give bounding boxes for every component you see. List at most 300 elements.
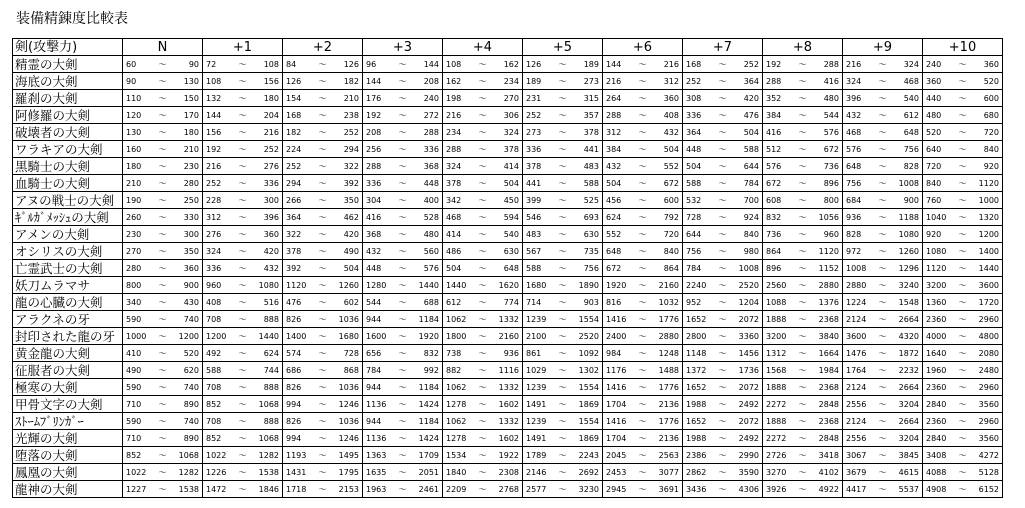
weapon-name: 黒騎士の大剣 [13, 158, 123, 175]
attack-range-cell [523, 362, 603, 379]
min-attack: 3679 [846, 467, 867, 477]
weapon-name: 羅刹の大剣 [13, 90, 123, 107]
max-attack: 490 [343, 246, 359, 256]
range-tilde: ～ [478, 450, 487, 460]
min-attack: 396 [846, 93, 862, 103]
range-tilde: ～ [318, 195, 327, 205]
attack-range-cell [603, 362, 683, 379]
range-tilde: ～ [238, 450, 247, 460]
max-attack: 441 [583, 144, 599, 154]
range-tilde: ～ [318, 314, 327, 324]
range-tilde: ～ [638, 484, 647, 494]
min-attack: 728 [686, 212, 702, 222]
max-attack: 840 [983, 144, 999, 154]
min-attack: 1022 [126, 467, 147, 477]
max-attack: 648 [903, 127, 919, 137]
min-attack: 2272 [766, 433, 787, 443]
max-attack: 378 [583, 127, 599, 137]
max-attack: 1092 [578, 348, 599, 358]
table-row [13, 260, 1003, 277]
max-attack: 890 [183, 399, 199, 409]
range-tilde: ～ [798, 144, 807, 154]
range-tilde: ～ [238, 212, 247, 222]
max-attack: 1554 [578, 382, 599, 392]
max-attack: 620 [183, 365, 199, 375]
max-attack: 4272 [978, 450, 999, 460]
min-attack: 588 [206, 365, 222, 375]
min-attack: 2386 [686, 450, 707, 460]
min-attack: 304 [366, 195, 382, 205]
attack-range-cell [763, 430, 843, 447]
max-attack: 2990 [738, 450, 759, 460]
max-attack: 1008 [738, 263, 759, 273]
min-attack: 1040 [926, 212, 947, 222]
attack-range-cell [203, 158, 283, 175]
weapon-name: 龍の心臓の大剣 [13, 294, 123, 311]
max-attack: 504 [343, 263, 359, 273]
table-row [13, 277, 1003, 294]
range-tilde: ～ [558, 195, 567, 205]
range-tilde: ～ [558, 450, 567, 460]
max-attack: 1200 [978, 229, 999, 239]
min-attack: 532 [686, 195, 702, 205]
range-tilde: ～ [318, 127, 327, 137]
max-attack: 1776 [658, 314, 679, 324]
max-attack: 1776 [658, 382, 679, 392]
attack-range-cell [523, 141, 603, 158]
max-attack: 150 [183, 93, 199, 103]
min-attack: 1029 [526, 365, 547, 375]
table-row [13, 73, 1003, 90]
range-tilde: ～ [878, 314, 887, 324]
max-attack: 4922 [818, 484, 839, 494]
min-attack: 590 [126, 416, 142, 426]
range-tilde: ～ [798, 433, 807, 443]
table-row [13, 243, 1003, 260]
attack-range-cell [923, 447, 1003, 464]
attack-range-cell [763, 158, 843, 175]
attack-range-cell [843, 56, 923, 73]
min-attack: 414 [446, 229, 462, 239]
max-attack: 1440 [978, 263, 999, 273]
max-attack: 1120 [978, 178, 999, 188]
attack-range-cell [523, 56, 603, 73]
range-tilde: ～ [958, 365, 967, 375]
max-attack: 276 [263, 161, 279, 171]
range-tilde: ～ [398, 59, 407, 69]
table-row [13, 345, 1003, 362]
range-tilde: ～ [318, 484, 327, 494]
min-attack: 168 [686, 59, 702, 69]
range-tilde: ～ [878, 348, 887, 358]
max-attack: 1246 [338, 399, 359, 409]
max-attack: 1200 [178, 331, 199, 341]
attack-range-cell [283, 158, 363, 175]
column-header-weapon: 剣(攻撃力) [13, 39, 123, 56]
weapon-name: 黄金龍の大剣 [13, 345, 123, 362]
attack-range-cell [123, 447, 203, 464]
attack-range-cell [443, 464, 523, 481]
max-attack: 3560 [978, 399, 999, 409]
range-tilde: ～ [798, 178, 807, 188]
range-tilde: ～ [398, 246, 407, 256]
range-tilde: ～ [878, 229, 887, 239]
min-attack: 1640 [926, 348, 947, 358]
min-attack: 546 [526, 212, 542, 222]
max-attack: 252 [263, 144, 279, 154]
attack-range-cell [283, 464, 363, 481]
attack-range-cell [523, 413, 603, 430]
min-attack: 448 [686, 144, 702, 154]
attack-range-cell [203, 56, 283, 73]
attack-range-cell [683, 277, 763, 294]
min-attack: 2045 [606, 450, 627, 460]
min-attack: 708 [206, 382, 222, 392]
max-attack: 1204 [738, 297, 759, 307]
attack-range-cell [763, 260, 843, 277]
attack-range-cell [523, 481, 603, 498]
min-attack: 368 [366, 229, 382, 239]
min-attack: 3436 [686, 484, 707, 494]
max-attack: 4306 [738, 484, 759, 494]
attack-range-cell [923, 158, 1003, 175]
min-attack: 224 [286, 144, 302, 154]
min-attack: 2840 [926, 433, 947, 443]
min-attack: 288 [366, 161, 382, 171]
range-tilde: ～ [158, 263, 167, 273]
min-attack: 1988 [686, 399, 707, 409]
attack-range-cell [523, 209, 603, 226]
attack-range-cell [443, 226, 523, 243]
max-attack: 1120 [818, 246, 839, 256]
attack-range-cell [283, 56, 363, 73]
range-tilde: ～ [478, 178, 487, 188]
min-attack: 800 [126, 280, 142, 290]
min-attack: 2124 [846, 382, 867, 392]
max-attack: 144 [423, 59, 439, 69]
min-attack: 864 [766, 246, 782, 256]
attack-range-cell [843, 294, 923, 311]
max-attack: 3204 [898, 433, 919, 443]
range-tilde: ～ [878, 195, 887, 205]
range-tilde: ～ [398, 484, 407, 494]
range-tilde: ～ [878, 467, 887, 477]
attack-range-cell [523, 260, 603, 277]
min-attack: 672 [766, 178, 782, 188]
range-tilde: ～ [398, 416, 407, 426]
min-attack: 1000 [126, 331, 147, 341]
min-attack: 294 [286, 178, 302, 188]
attack-range-cell [923, 226, 1003, 243]
range-tilde: ～ [158, 110, 167, 120]
range-tilde: ～ [878, 127, 887, 137]
range-tilde: ～ [158, 280, 167, 290]
range-tilde: ～ [238, 246, 247, 256]
attack-range-cell [443, 260, 523, 277]
attack-range-cell [123, 56, 203, 73]
range-tilde: ～ [158, 484, 167, 494]
attack-range-cell [123, 464, 203, 481]
min-attack: 1476 [846, 348, 867, 358]
max-attack: 350 [343, 195, 359, 205]
range-tilde: ～ [798, 280, 807, 290]
min-attack: 410 [126, 348, 142, 358]
attack-range-cell [683, 158, 763, 175]
range-tilde: ～ [398, 365, 407, 375]
column-header-level: +2 [283, 39, 363, 56]
max-attack: 1872 [898, 348, 919, 358]
attack-range-cell [443, 158, 523, 175]
min-attack: 736 [766, 229, 782, 239]
range-tilde: ～ [318, 212, 327, 222]
attack-range-cell [443, 328, 523, 345]
attack-range-cell [683, 328, 763, 345]
max-attack: 252 [343, 127, 359, 137]
range-tilde: ～ [718, 127, 727, 137]
attack-range-cell [843, 90, 923, 107]
min-attack: 154 [286, 93, 302, 103]
range-tilde: ～ [478, 280, 487, 290]
max-attack: 2051 [418, 467, 439, 477]
min-attack: 1227 [126, 484, 147, 494]
min-attack: 852 [126, 450, 142, 460]
max-attack: 483 [583, 161, 599, 171]
min-attack: 994 [286, 399, 302, 409]
attack-range-cell [523, 277, 603, 294]
min-attack: 308 [686, 93, 702, 103]
range-tilde: ～ [958, 76, 967, 86]
max-attack: 540 [903, 93, 919, 103]
min-attack: 234 [446, 127, 462, 137]
max-attack: 1424 [418, 399, 439, 409]
column-header-level: +10 [923, 39, 1003, 56]
range-tilde: ～ [718, 144, 727, 154]
attack-range-cell [683, 379, 763, 396]
range-tilde: ～ [878, 416, 887, 426]
max-attack: 336 [423, 144, 439, 154]
max-attack: 630 [503, 246, 519, 256]
range-tilde: ～ [638, 229, 647, 239]
attack-range-cell [203, 243, 283, 260]
min-attack: 3408 [926, 450, 947, 460]
min-attack: 512 [766, 144, 782, 154]
max-attack: 1922 [498, 450, 519, 460]
attack-range-cell [123, 379, 203, 396]
max-attack: 1188 [898, 212, 919, 222]
range-tilde: ～ [958, 229, 967, 239]
attack-range-cell [363, 362, 443, 379]
max-attack: 924 [743, 212, 759, 222]
range-tilde: ～ [798, 399, 807, 409]
max-attack: 448 [423, 178, 439, 188]
range-tilde: ～ [878, 263, 887, 273]
max-attack: 1246 [338, 433, 359, 443]
range-tilde: ～ [638, 263, 647, 273]
range-tilde: ～ [558, 399, 567, 409]
min-attack: 336 [686, 110, 702, 120]
min-attack: 230 [126, 229, 142, 239]
range-tilde: ～ [718, 76, 727, 86]
table-row [13, 464, 1003, 481]
range-tilde: ～ [718, 263, 727, 273]
min-attack: 1200 [206, 331, 227, 341]
range-tilde: ～ [158, 297, 167, 307]
max-attack: 576 [823, 127, 839, 137]
attack-range-cell [523, 379, 603, 396]
range-tilde: ～ [958, 450, 967, 460]
max-attack: 960 [823, 229, 839, 239]
range-tilde: ～ [878, 484, 887, 494]
min-attack: 1472 [206, 484, 227, 494]
attack-range-cell [843, 277, 923, 294]
attack-range-cell [123, 124, 203, 141]
max-attack: 888 [263, 314, 279, 324]
range-tilde: ～ [718, 246, 727, 256]
max-attack: 240 [423, 93, 439, 103]
attack-range-cell [123, 413, 203, 430]
max-attack: 2492 [738, 399, 759, 409]
attack-range-cell [603, 345, 683, 362]
min-attack: 984 [606, 348, 622, 358]
min-attack: 126 [526, 59, 542, 69]
range-tilde: ～ [878, 59, 887, 69]
range-tilde: ～ [558, 229, 567, 239]
max-attack: 774 [503, 297, 519, 307]
min-attack: 1176 [606, 365, 627, 375]
attack-range-cell [683, 260, 763, 277]
attack-range-cell [923, 277, 1003, 294]
attack-range-cell [203, 311, 283, 328]
attack-range-cell [683, 413, 763, 430]
max-attack: 130 [183, 76, 199, 86]
range-tilde: ～ [958, 348, 967, 358]
attack-range-cell [363, 311, 443, 328]
attack-range-cell [363, 124, 443, 141]
max-attack: 2664 [898, 314, 919, 324]
min-attack: 324 [846, 76, 862, 86]
range-tilde: ～ [958, 314, 967, 324]
range-tilde: ～ [318, 433, 327, 443]
range-tilde: ～ [638, 297, 647, 307]
min-attack: 432 [846, 110, 862, 120]
range-tilde: ～ [398, 127, 407, 137]
max-attack: 4615 [898, 467, 919, 477]
max-attack: 1554 [578, 314, 599, 324]
attack-range-cell [123, 277, 203, 294]
range-tilde: ～ [718, 331, 727, 341]
max-attack: 700 [743, 195, 759, 205]
table-row [13, 107, 1003, 124]
range-tilde: ～ [638, 212, 647, 222]
max-attack: 3418 [818, 450, 839, 460]
range-tilde: ～ [398, 263, 407, 273]
max-attack: 1424 [418, 433, 439, 443]
min-attack: 952 [686, 297, 702, 307]
min-attack: 1491 [526, 399, 547, 409]
min-attack: 468 [446, 212, 462, 222]
attack-range-cell [763, 379, 843, 396]
max-attack: 180 [263, 93, 279, 103]
min-attack: 3926 [766, 484, 787, 494]
attack-range-cell [923, 294, 1003, 311]
min-attack: 714 [526, 297, 542, 307]
max-attack: 330 [183, 212, 199, 222]
attack-range-cell [843, 345, 923, 362]
attack-range-cell [123, 430, 203, 447]
max-attack: 520 [983, 76, 999, 86]
attack-range-cell [283, 124, 363, 141]
range-tilde: ～ [558, 76, 567, 86]
max-attack: 1282 [258, 450, 279, 460]
range-tilde: ～ [638, 450, 647, 460]
max-attack: 2072 [738, 416, 759, 426]
attack-range-cell [683, 192, 763, 209]
min-attack: 288 [606, 110, 622, 120]
min-attack: 828 [846, 229, 862, 239]
range-tilde: ～ [318, 161, 327, 171]
min-attack: 1193 [286, 450, 307, 460]
attack-range-cell [603, 430, 683, 447]
max-attack: 756 [903, 144, 919, 154]
range-tilde: ～ [718, 484, 727, 494]
attack-range-cell [123, 73, 203, 90]
range-tilde: ～ [798, 195, 807, 205]
weapon-name: 破壊者の大剣 [13, 124, 123, 141]
range-tilde: ～ [158, 331, 167, 341]
range-tilde: ～ [798, 484, 807, 494]
max-attack: 520 [183, 348, 199, 358]
range-tilde: ～ [718, 212, 727, 222]
attack-range-cell [763, 481, 843, 498]
min-attack: 1400 [286, 331, 307, 341]
max-attack: 2368 [818, 314, 839, 324]
attack-range-cell [363, 447, 443, 464]
attack-range-cell [603, 294, 683, 311]
attack-range-cell [203, 175, 283, 192]
range-tilde: ～ [478, 127, 487, 137]
min-attack: 260 [126, 212, 142, 222]
min-attack: 612 [446, 297, 462, 307]
range-tilde: ～ [238, 280, 247, 290]
range-tilde: ～ [718, 467, 727, 477]
attack-range-cell [843, 481, 923, 498]
min-attack: 276 [206, 229, 222, 239]
attack-range-cell [683, 311, 763, 328]
attack-range-cell [763, 294, 843, 311]
range-tilde: ～ [478, 263, 487, 273]
max-attack: 900 [183, 280, 199, 290]
min-attack: 1008 [846, 263, 867, 273]
min-attack: 648 [846, 161, 862, 171]
min-attack: 108 [206, 76, 222, 86]
attack-range-cell [203, 413, 283, 430]
attack-range-cell [203, 447, 283, 464]
attack-range-cell [843, 430, 923, 447]
attack-range-cell [683, 430, 763, 447]
max-attack: 420 [263, 246, 279, 256]
range-tilde: ～ [638, 314, 647, 324]
max-attack: 189 [583, 59, 599, 69]
range-tilde: ～ [318, 229, 327, 239]
min-attack: 756 [846, 178, 862, 188]
range-tilde: ～ [798, 348, 807, 358]
max-attack: 2072 [738, 314, 759, 324]
attack-range-cell [203, 481, 283, 498]
range-tilde: ～ [718, 416, 727, 426]
range-tilde: ～ [158, 212, 167, 222]
range-tilde: ～ [958, 127, 967, 137]
column-header-level: +6 [603, 39, 683, 56]
